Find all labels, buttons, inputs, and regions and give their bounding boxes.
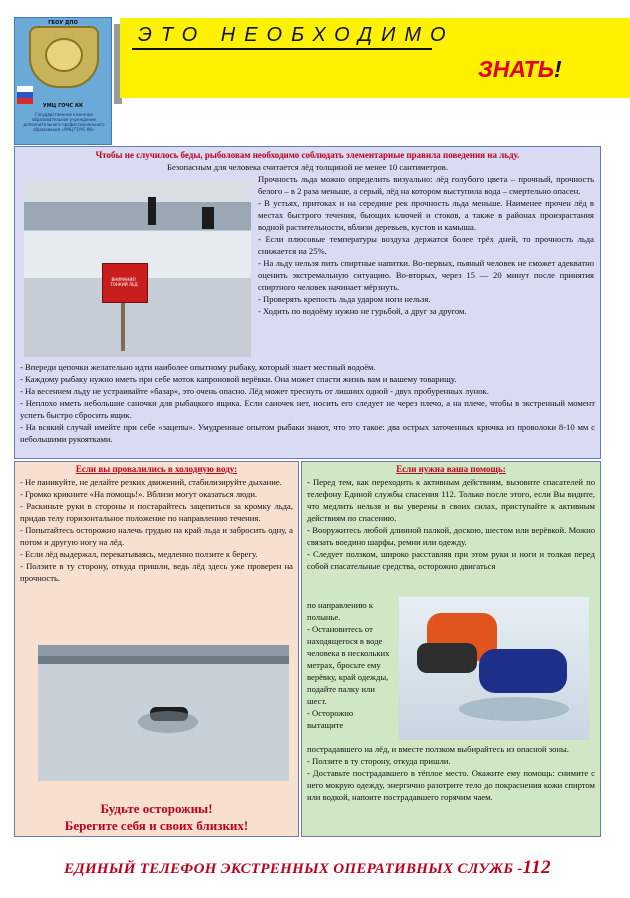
fishermen-photo	[24, 181, 251, 357]
paragraph: - Неплохо иметь небольшие саночки для рыбацкого ящика. Если саночек нет, носить его следует не через плечо, а на плече, чтобы в экстренный момент успеть быстро сбросить ящик.	[20, 398, 595, 420]
logo-mid-text: УМЦ ГОЧС КК	[42, 103, 84, 109]
left-footer-line2: Берегите себя и своих близких!	[64, 818, 249, 833]
paragraph: - Доставьте пострадавшего в тёплое место. Окажите ему помощь: снимите с него мокрую одежду, энергично разотрите тело до покраснения кожи спиртом или водкой, напоите пострадавшего горячим чаем.	[307, 768, 595, 802]
paragraph: - Следует ползком, широко расставляя при этом руки и ноги и толкая перед собой спасательные средства, осторожно двигаться	[307, 549, 595, 571]
paragraph: - На льду нельзя пить спиртные напитки. Во-первых, пьяный человек не сможет адекватно оценить экстремальную ситуацию. Во-вторых, через 15 — 20 минут после принятия спиртного человек начинает мёрзнуть.	[258, 258, 594, 292]
paragraph: - Остановитесь от находящегося в воде человека в нескольких метрах, бросьте ему верёвку, край одежды, подайте палку или шест.	[307, 624, 390, 706]
left-text	[20, 476, 293, 584]
rescue-photo	[399, 597, 589, 740]
header-underline	[132, 48, 432, 50]
right-text	[307, 476, 595, 572]
paragraph: - Попытайтесь осторожно налечь грудью на край льда и забросить одну, а потом и другую ногу на лёд.	[20, 525, 293, 547]
paragraph: - Осторожно вытащите	[307, 708, 354, 730]
paragraph: - Каждому рыбаку нужно иметь при себе моток капроновой верёвки. Она может спасти жизнь вам и вашему товарищу.	[20, 374, 457, 384]
victim-figure	[479, 649, 567, 693]
paragraph: - Проверять крепость льда ударом ноги нельзя.	[258, 294, 431, 304]
paragraph: - Не паникуйте, не делайте резких движений, стабилизируйте дыхание.	[20, 477, 282, 487]
paragraph: - Ползите в ту сторону, откуда пришли.	[307, 756, 451, 766]
paragraph: - На всякий случай имейте при себе «зацепы». Умудренные опытом рыбаки знают, что это такое: два острых заточенных крючка из проволоки 8-10 мм с небольшими рукоятками.	[20, 422, 595, 444]
paragraph: - Если плюсовые температуры воздуха держатся более трёх дней, то прочность льда снижается на 25%.	[258, 234, 594, 256]
paragraph: - Вооружитесь любой длинной палкой, доскою, шестом или верёвкой. Можно связать воедино шарфы, ремни или одежду.	[307, 525, 595, 547]
paragraph: - Перед тем, как переходить к активным действиям, вызовите спасателей по телефону Единой службы спасения 112. Только после этого, если Вы видите, что медлить нельзя и вы уверены в своих силах, приступайте к активным действиям по спасению.	[307, 477, 595, 523]
flag-icon	[17, 86, 33, 104]
right-tail-text	[307, 743, 595, 803]
person-in-ice-photo	[38, 645, 289, 781]
ice-water	[459, 697, 569, 721]
emblem-logo	[14, 17, 112, 145]
sign-post	[121, 299, 125, 351]
main-title: Чтобы не случилось беды, рыболовам необходимо соблюдать элементарные правила поведения на льду.	[95, 150, 520, 160]
paragraph: - Ползите в ту сторону, откуда пришли, ведь лёд здесь уже проверен на прочность.	[20, 561, 293, 583]
ice-hole	[138, 711, 198, 733]
emergency-footer: ЕДИНЫЙ ТЕЛЕФОН ЭКСТРЕННЫХ ОПЕРАТИВНЫХ СЛУЖБ -112	[64, 857, 551, 878]
header-title: ЭТО НЕОБХОДИМО	[138, 24, 455, 46]
paragraph: - Громко крикните «На помощь!». Вблизи могут оказаться люди.	[20, 489, 258, 499]
paragraph: - Если лёд выдержал, перекатываясь, медленно ползите к берегу.	[20, 549, 258, 559]
main-full-text	[20, 361, 595, 445]
logo-top-text: ГБОУ ДПО	[48, 20, 78, 26]
paragraph: - Раскиньте руки в стороны и постарайтесь зацепиться за кромку льда, придав телу горизонтальное положение по направлению течения.	[20, 501, 293, 523]
paragraph: - Впереди цепочки желательно идти наиболее опытному рыбаку, который знает местный водоём.	[20, 362, 376, 372]
paragraph: - В устьях, притоках и на середине рек прочность льда меньше. Наименее прочен лёд в местах быстрого течения, бьющих ключей и стоков, а также в районах произрастания водной растительности, вблизи деревьев, кустов и камыша.	[258, 198, 594, 232]
logo-caption: Государственное казенное образовательное учреждение дополнительного профессионального образования «УМЦ ГОЧС КК»	[23, 112, 105, 132]
shield-icon	[29, 26, 99, 88]
paragraph: пострадавшего на лёд, и вместе ползком выбирайтесь из опасной зоны.	[307, 744, 569, 754]
fisherman-figure	[202, 207, 214, 229]
left-footer-line1: Будьте осторожны!	[100, 801, 213, 816]
paragraph: - На весеннем льду не устраивайте «базар», это очень опасно. Лёд может треснуть от лишних одной - двух пробуренных лунок.	[20, 386, 489, 396]
right-narrow-text	[307, 599, 391, 731]
thin-ice-sign-text: ВНИМАНИЕ! ТОНКИЙ ЛЕД	[110, 277, 138, 287]
fisherman-figure	[148, 197, 156, 225]
main-subtitle: Безопасным для человека считается лёд толщиной не менее 10 сантиметров.	[167, 162, 448, 172]
right-title: Если нужна ваша помощь:	[396, 464, 506, 474]
rescuer-body	[417, 643, 477, 673]
header-subtitle: ЗНАТЬ!	[478, 56, 562, 82]
main-right-text	[258, 173, 594, 317]
left-footer	[14, 800, 299, 834]
treeline	[38, 656, 289, 664]
paragraph: по направлению к полынье.	[307, 600, 374, 622]
left-title: Если вы провалились в холодную воду:	[75, 464, 238, 474]
paragraph: - Ходить по водоёму нужно не гурьбой, а друг за другом.	[258, 306, 467, 316]
paragraph: Прочность льда можно определить визуально: лёд голубого цвета – прочный, прочность белого – в 2 раза меньше, а серый, лёд на котором выступила вода – смертельно опасен.	[258, 174, 594, 196]
